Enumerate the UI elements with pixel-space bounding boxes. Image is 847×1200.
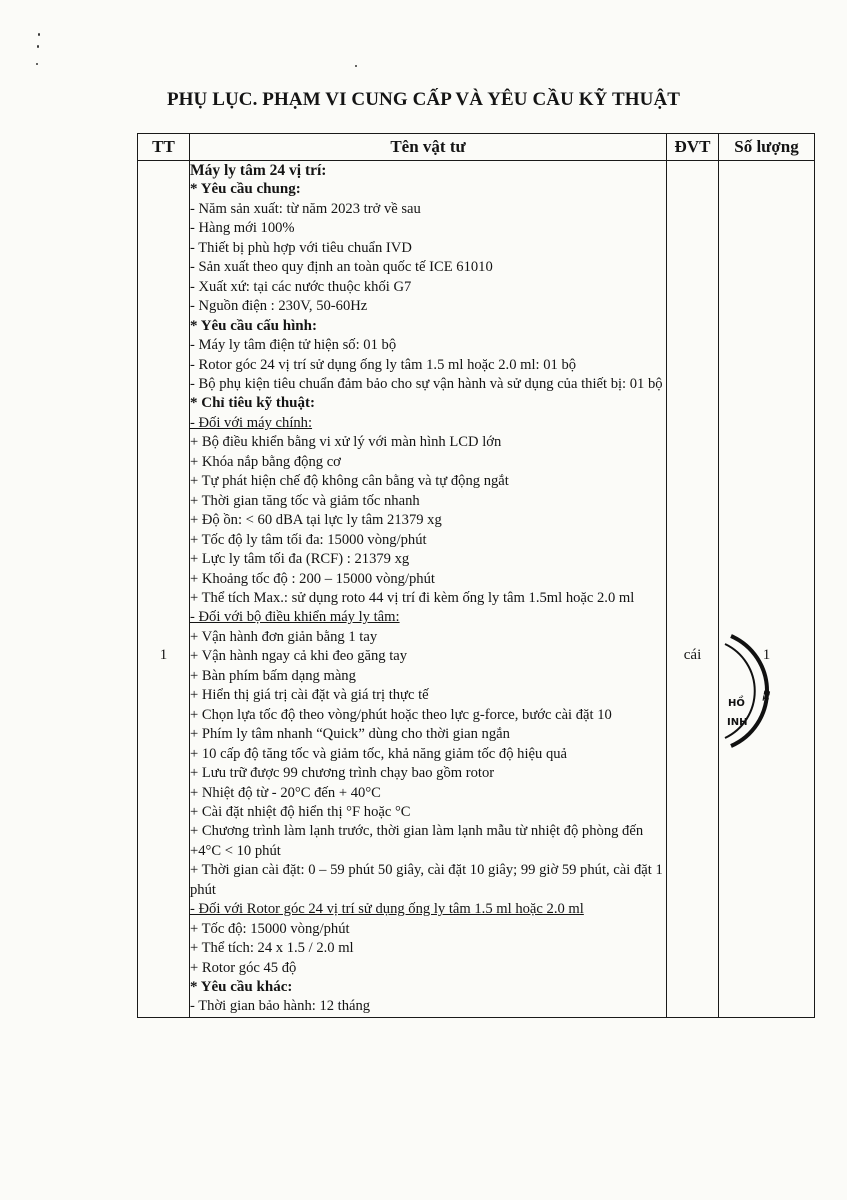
cell-tt: [138, 161, 190, 1018]
description-line: + Chương trình làm lạnh trước, thời gian làm lạnh mẫu từ nhiệt độ phòng đến +4°C < 10 phút: [190, 823, 644, 859]
stamp-text-2: INH: [727, 717, 748, 728]
description-line: + Độ ồn: < 60 dBA tại lực ly tâm 21379 xg: [190, 512, 442, 529]
scan-speck: [37, 45, 39, 48]
spec-table: [137, 133, 815, 1018]
description-line: * Yêu cầu cấu hình:: [190, 317, 317, 334]
stamp-text-1: HỒ: [728, 698, 745, 709]
description-line: - Thời gian bảo hành: 12 tháng: [190, 998, 371, 1015]
description-line: - Đối với máy chính:: [190, 414, 313, 431]
description-line: - Thiết bị phù hợp với tiêu chuẩn IVD: [190, 239, 412, 256]
description-line: + Bàn phím bấm dạng màng: [190, 667, 356, 684]
description-line: - Hàng mới 100%: [190, 220, 295, 237]
row-quantity: 1: [762, 647, 771, 663]
cell-quantity: [719, 161, 815, 1018]
cell-description: [190, 161, 667, 1018]
description-line: - Đối với bộ điều khiển máy ly tâm:: [190, 609, 400, 626]
header-quantity: Số lượng: [719, 134, 815, 161]
description-line: * Chỉ tiêu kỹ thuật:: [190, 395, 316, 412]
description-line: - Nguồn điện : 230V, 50-60Hz: [190, 298, 368, 315]
description-line: + Tốc độ: 15000 vòng/phút: [190, 920, 350, 937]
description-line: - Xuất xứ: tại các nước thuộc khối G7: [190, 278, 412, 295]
description-line: + Nhiệt độ từ - 20°C đến + 40°C: [190, 784, 381, 801]
description-line: Máy ly tâm 24 vị trí:: [190, 162, 327, 179]
description-line: - Năm sản xuất: từ năm 2023 trở về sau: [190, 200, 421, 217]
description-line: + Phím ly tâm nhanh “Quick” dùng cho thời gian ngắn: [190, 726, 510, 743]
description-line: + Vận hành đơn giản bằng 1 tay: [190, 628, 378, 645]
description-line: - Rotor góc 24 vị trí sử dụng ống ly tâm 1.5 ml hoặc 2.0 ml: 01 bộ: [190, 356, 577, 373]
description-line: * Yêu cầu chung:: [190, 181, 301, 198]
description-line: + Lưu trữ được 99 chương trình chạy bao gồm rotor: [190, 765, 495, 782]
header-row: [138, 134, 815, 161]
description-line: + Khoảng tốc độ : 200 – 15000 vòng/phút: [190, 570, 435, 587]
header-tt: TT: [138, 134, 190, 161]
description-line: - Sản xuất theo quy định an toàn quốc tế ICE 61010: [190, 259, 493, 276]
description-line: + Tự phát hiện chế độ không cân bằng và tự động ngắt: [190, 473, 509, 490]
description-line: + Hiển thị giá trị cài đặt và giá trị thực tế: [190, 687, 429, 704]
scan-speck: [36, 63, 38, 65]
description-line: + Vận hành ngay cả khi đeo găng tay: [190, 648, 408, 665]
description-line: + Lực ly tâm tối đa (RCF) : 21379 xg: [190, 551, 410, 568]
description-line: + Thời gian tăng tốc và giảm tốc nhanh: [190, 492, 420, 509]
description-line: - Đối với Rotor góc 24 vị trí sử dụng ống ly tâm 1.5 ml hoặc 2.0 ml: [190, 901, 584, 918]
row-unit: cái: [683, 647, 702, 663]
description-line: + Thể tích Max.: sử dụng roto 44 vị trí đi kèm ống ly tâm 1.5ml hoặc 2.0 ml: [190, 589, 635, 606]
description-line: + Thời gian cài đặt: 0 – 59 phút 50 giây, cài đặt 10 giây; 99 giờ 59 phút, cài đặt 1 phút: [190, 862, 663, 898]
header-unit: ĐVT: [667, 134, 719, 161]
description-line: + Rotor góc 45 độ: [190, 959, 297, 976]
description-line: + Tốc độ ly tâm tối đa: 15000 vòng/phút: [190, 531, 427, 548]
description-line: * Yêu cầu khác:: [190, 979, 293, 996]
description-line: - Bộ phụ kiện tiêu chuẩn đảm bảo cho sự vận hành và sử dụng của thiết bị: 01 bộ: [190, 375, 663, 392]
description-line: + 10 cấp độ tăng tốc và giảm tốc, khả năng giảm tốc độ hiệu quả: [190, 745, 568, 762]
page-title: PHỤ LỤC. PHẠM VI CUNG CẤP VÀ YÊU CẦU KỸ THUẬT: [166, 89, 681, 110]
description-line: - Máy ly tâm điện tử hiện số: 01 bộ: [190, 337, 397, 354]
stamp-fragment: [721, 631, 796, 751]
stamp-text-3: TE: [761, 689, 773, 702]
description-line: + Chọn lựa tốc độ theo vòng/phút hoặc theo lực g-force, bước cài đặt 10: [190, 706, 612, 723]
description-line: + Bộ điều khiển bằng vi xử lý với màn hình LCD lớn: [190, 434, 502, 451]
description-line: + Khóa nắp bằng động cơ: [190, 453, 341, 470]
table-row: [138, 161, 815, 1018]
scan-speck: [355, 65, 357, 67]
description-line: + Thể tích: 24 x 1.5 / 2.0 ml: [190, 940, 354, 957]
header-name: Tên vật tư: [190, 134, 667, 161]
cell-unit: [667, 161, 719, 1018]
description-line: + Cài đặt nhiệt độ hiển thị °F hoặc °C: [190, 803, 411, 820]
scan-speck: [38, 33, 40, 36]
row-number: 1: [159, 647, 168, 663]
